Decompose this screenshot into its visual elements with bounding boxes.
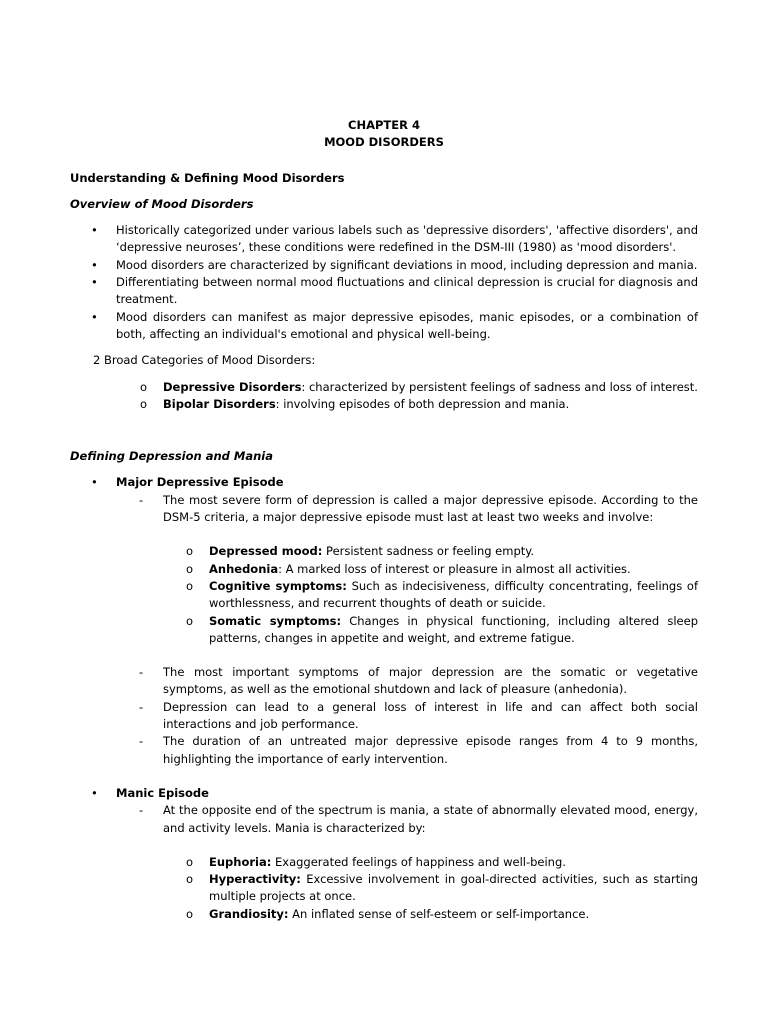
defining-title: Defining Depression and Mania — [70, 449, 273, 464]
list-item: • Mood disorders can manifest as major depressive episodes, manic episodes, or a combination of both, affecting an individual's emotional and physical well-being. — [70, 309, 698, 344]
major-depressive-section — [70, 474, 698, 767]
chapter-heading — [70, 117, 698, 152]
list-item — [70, 613, 698, 648]
symptom-text: : A marked loss of interest or pleasure in almost all activities. — [278, 561, 631, 576]
list-item — [70, 543, 698, 560]
list-item: • Mood disorders are characterized by significant deviations in mood, including depression and mania. — [70, 257, 698, 274]
list-item: - The duration of an untreated major depressive episode ranges from 4 to 9 months, highlighting the importance of early intervention. — [70, 733, 698, 768]
categories-intro: 2 Broad Categories of Mood Disorders: — [93, 353, 316, 368]
category-text: : characterized by persistent feelings of sadness and loss of interest. — [301, 379, 698, 394]
manic-symptoms — [70, 854, 698, 923]
manic-intro-list — [70, 802, 698, 837]
chapter-title: MOOD DISORDERS — [324, 135, 444, 150]
list-item — [70, 578, 698, 613]
symptom-text: Changes in physical functioning, including altered sleep patterns, changes in appetite and weight, and extreme fatigue. — [209, 613, 698, 645]
manic-section — [70, 785, 698, 923]
list-item — [70, 906, 698, 923]
list-item — [70, 561, 698, 578]
chapter-number: CHAPTER 4 — [348, 118, 420, 132]
list-item — [70, 396, 698, 413]
symptom-term: Depressed mood: — [209, 544, 323, 559]
symptom-text: Excessive involvement in goal-directed activities, such as starting multiple projects at once. — [209, 872, 698, 904]
symptom-text: Such as indecisiveness, difficulty concentrating, feelings of worthlessness, and recurrent thoughts of death or suicide. — [209, 578, 699, 611]
list-item: - The most important symptoms of major depression are the somatic or vegetative symptoms, as well as the emotional shutdown and lack of pleasure (anhedonia). — [70, 664, 698, 699]
list-item: - At the opposite end of the spectrum is mania, a state of abnormally elevated mood, energy, and activity levels. Mania is characterized by: — [70, 802, 698, 837]
symptom-text: An inflated sense of self-esteem or self-importance. — [288, 906, 590, 921]
major-depressive-intro-list — [70, 492, 698, 527]
overview-title: Overview of Mood Disorders — [70, 196, 254, 211]
major-depressive-symptoms — [70, 543, 698, 647]
category-term: Bipolar Disorders — [163, 396, 276, 411]
overview-list — [70, 222, 698, 343]
list-item: - Depression can lead to a general loss of interest in life and can affect both social interactions and job performance. — [70, 699, 698, 734]
list-item — [70, 379, 698, 396]
section-title: Understanding & Defining Mood Disorders — [70, 170, 345, 185]
list-item: • Differentiating between normal mood fluctuations and clinical depression is crucial for diagnosis and treatment. — [70, 274, 698, 309]
category-text: : involving episodes of both depression and mania. — [275, 396, 570, 411]
manic-heading: • Manic Episode — [70, 785, 698, 802]
symptom-term: Grandiosity: — [209, 906, 289, 921]
symptom-text: Exaggerated feelings of happiness and well-being. — [271, 854, 566, 869]
symptom-term: Anhedonia — [209, 561, 279, 576]
symptom-text: Persistent sadness or feeling empty. — [322, 544, 535, 559]
list-item — [70, 854, 698, 871]
list-item: - The most severe form of depression is called a major depressive episode. According to the DSM-5 criteria, a major depressive episode must last at least two weeks and involve: — [70, 492, 698, 527]
major-depressive-heading: • Major Depressive Episode — [70, 474, 698, 491]
categories-list — [70, 379, 698, 414]
list-item — [70, 871, 698, 906]
symptom-term: Cognitive symptoms: — [209, 578, 347, 593]
symptom-term: Somatic symptoms: — [209, 613, 342, 628]
list-item: • Historically categorized under various labels such as 'depressive disorders', 'affective disorders', and ‘depressive neuroses’, these conditions were redefined in the DSM-III (1980) as 'mood disorders'. — [70, 222, 698, 257]
category-term: Depressive Disorders — [163, 379, 302, 394]
major-depressive-notes — [70, 664, 698, 768]
symptom-term: Hyperactivity: — [209, 872, 301, 887]
symptom-term: Euphoria: — [209, 854, 272, 869]
